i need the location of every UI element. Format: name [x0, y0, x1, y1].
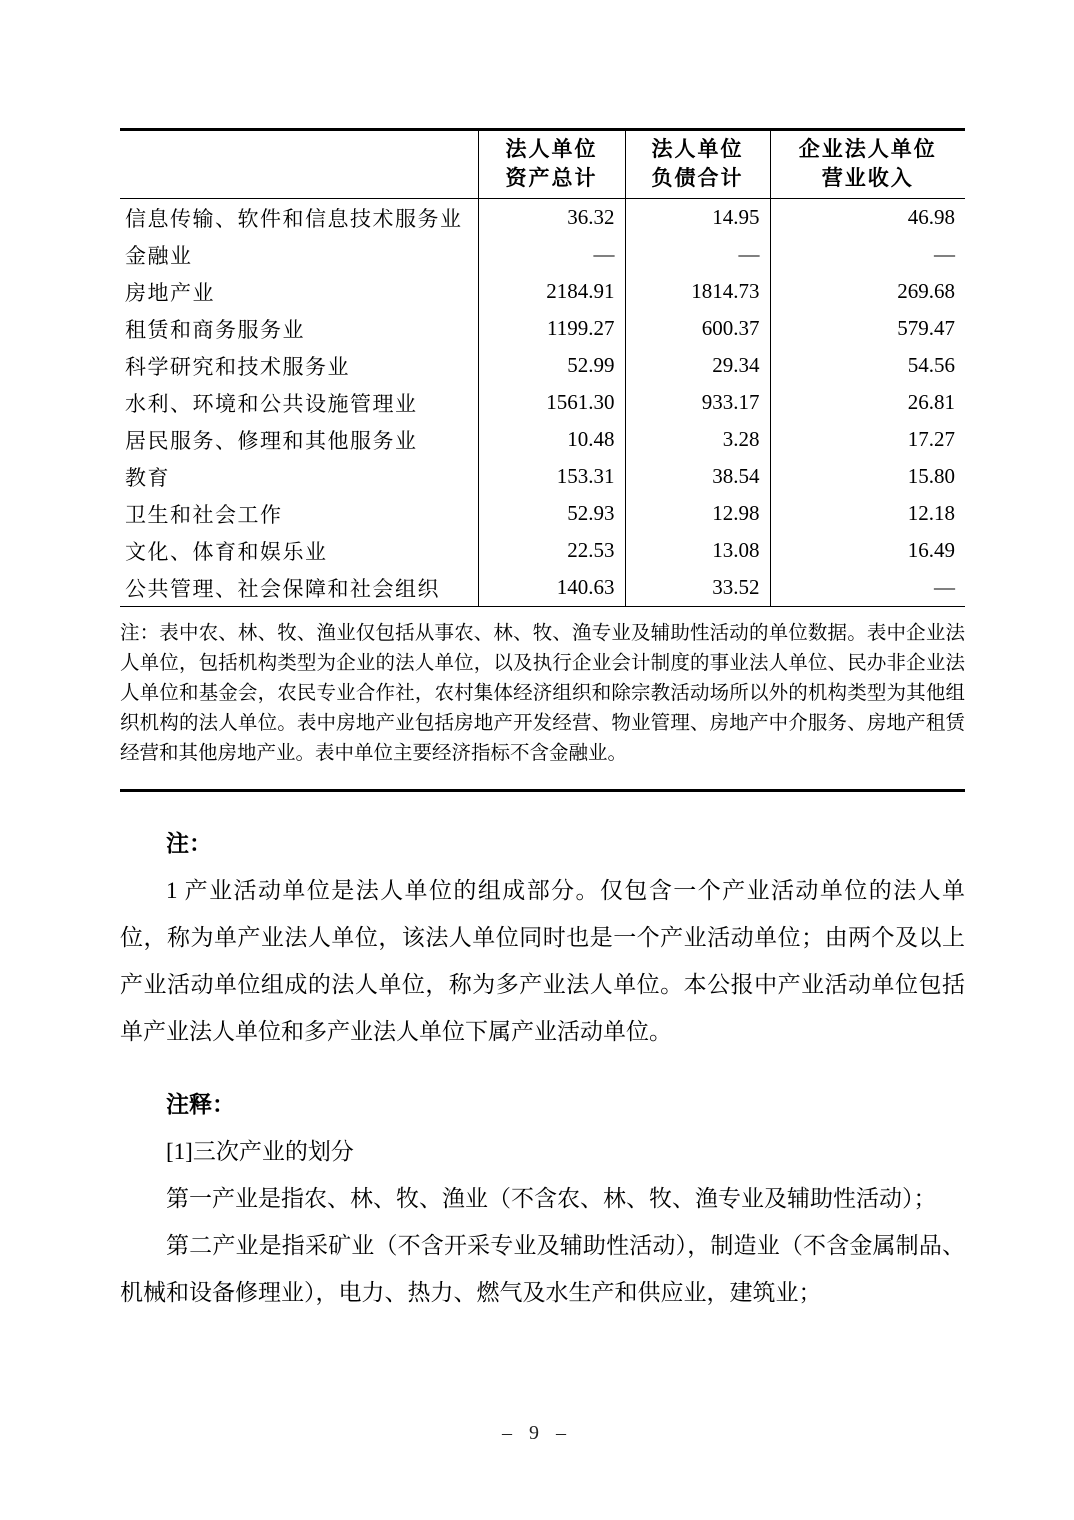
business-revenue-value: 15.80	[770, 458, 965, 495]
assets-total-value: 1561.30	[478, 384, 625, 421]
liabilities-total-value: 12.98	[625, 495, 770, 532]
assets-total-value: 52.99	[478, 347, 625, 384]
liabilities-total-value: 38.54	[625, 458, 770, 495]
table-footnote: 注：表中农、林、牧、渔业仅包括从事农、林、牧、渔专业及辅助性活动的单位数据。表中企业法人单位，包括机构类型为企业的法人单位，以及执行企业会计制度的事业法人单位、民办非企业法人单位和基金会，农民专业合作社，农村集体经济组织和除宗教活动场所以外的机构类型为其他组织机构的法人单位。表中房地产业包括房地产开发经营、物业管理、房地产中介服务、房地产租赁经营和其他房地产业。表中单位主要经济指标不含金融业。	[120, 623, 965, 764]
column-header: 法人单位 资产总计	[478, 130, 625, 199]
assets-total-value: 22.53	[478, 532, 625, 569]
business-revenue-value: 54.56	[770, 347, 965, 384]
industry-label: 科学研究和技术服务业	[125, 354, 350, 379]
table-row	[120, 273, 965, 310]
industry-label: 居民服务、修理和其他服务业	[125, 428, 418, 453]
table-row	[120, 310, 965, 347]
liabilities-total-value: 14.95	[625, 199, 770, 237]
table-header-row	[120, 130, 965, 199]
page-number: – 9 –	[502, 1422, 572, 1444]
business-revenue-value: 17.27	[770, 421, 965, 458]
liabilities-total-value: 1814.73	[625, 273, 770, 310]
table-row	[120, 532, 965, 569]
assets-total-value: 2184.91	[478, 273, 625, 310]
business-revenue-value: 46.98	[770, 199, 965, 237]
table-row	[120, 384, 965, 421]
liabilities-total-value: 3.28	[625, 421, 770, 458]
notes-heading: 注：	[166, 829, 212, 856]
assets-total-value: 1199.27	[478, 310, 625, 347]
table-header	[120, 130, 965, 199]
assets-total-value: 52.93	[478, 495, 625, 532]
economic-indicators-table	[120, 128, 965, 607]
industry-label: 卫生和社会工作	[125, 502, 283, 527]
industry-label: 信息传输、软件和信息技术服务业	[125, 206, 463, 231]
industry-label: 教育	[125, 465, 170, 490]
liabilities-total-value: 933.17	[625, 384, 770, 421]
table-row	[120, 236, 965, 273]
business-revenue-value: 12.18	[770, 495, 965, 532]
table-row	[120, 421, 965, 458]
business-revenue-value: 16.49	[770, 532, 965, 569]
business-revenue-value: 269.68	[770, 273, 965, 310]
liabilities-total-value: 33.52	[625, 569, 770, 607]
table-body	[120, 199, 965, 607]
notes-paragraph: 1 产业活动单位是法人单位的组成部分。仅包含一个产业活动单位的法人单位，称为单产业法人单位，该法人单位同时也是一个产业活动单位；由两个及以上产业活动单位组成的法人单位，称为多产业法人单位。本公报中产业活动单位包括单产业法人单位和多产业法人单位下属产业活动单位。	[120, 877, 965, 1044]
liabilities-total-value: 600.37	[625, 310, 770, 347]
column-header-empty	[120, 130, 478, 199]
annotation-item-2: 第一产业是指农、林、牧、渔业（不含农、林、牧、渔专业及辅助性活动）；	[166, 1185, 937, 1211]
assets-total-value: 10.48	[478, 421, 625, 458]
industry-label: 租赁和商务服务业	[125, 317, 305, 342]
business-revenue-value: 26.81	[770, 384, 965, 421]
industry-label: 文化、体育和娱乐业	[125, 539, 328, 564]
table-row	[120, 569, 965, 607]
assets-total-value: 140.63	[478, 569, 625, 607]
business-revenue-value: —	[770, 569, 965, 607]
industry-label: 公共管理、社会保障和社会组织	[120, 569, 478, 607]
table-row	[120, 458, 965, 495]
industry-label: 房地产业	[125, 280, 215, 305]
table-row	[120, 495, 965, 532]
section-divider-rule	[120, 789, 965, 792]
industry-label: 金融业	[125, 243, 193, 268]
table-row	[120, 347, 965, 384]
liabilities-total-value: —	[625, 236, 770, 273]
annotation-item-1: [1]三次产业的划分	[166, 1138, 354, 1164]
annotation-item-3: 第二产业是指采矿业（不含开采专业及辅助性活动），制造业（不含金属制品、机械和设备修理业），电力、热力、燃气及水生产和供应业，建筑业；	[120, 1232, 965, 1305]
assets-total-value: 36.32	[478, 199, 625, 237]
column-header: 企业法人单位 营业收入	[770, 130, 965, 199]
annotations-heading: 注释：	[166, 1090, 235, 1117]
liabilities-total-value: 13.08	[625, 532, 770, 569]
page-content	[120, 128, 965, 1316]
assets-total-value: —	[478, 236, 625, 273]
business-revenue-value: —	[770, 236, 965, 273]
notes-section	[120, 820, 965, 1316]
table-row	[120, 199, 965, 237]
column-header: 法人单位 负债合计	[625, 130, 770, 199]
business-revenue-value: 579.47	[770, 310, 965, 347]
assets-total-value: 153.31	[478, 458, 625, 495]
liabilities-total-value: 29.34	[625, 347, 770, 384]
industry-label: 水利、环境和公共设施管理业	[125, 391, 418, 416]
